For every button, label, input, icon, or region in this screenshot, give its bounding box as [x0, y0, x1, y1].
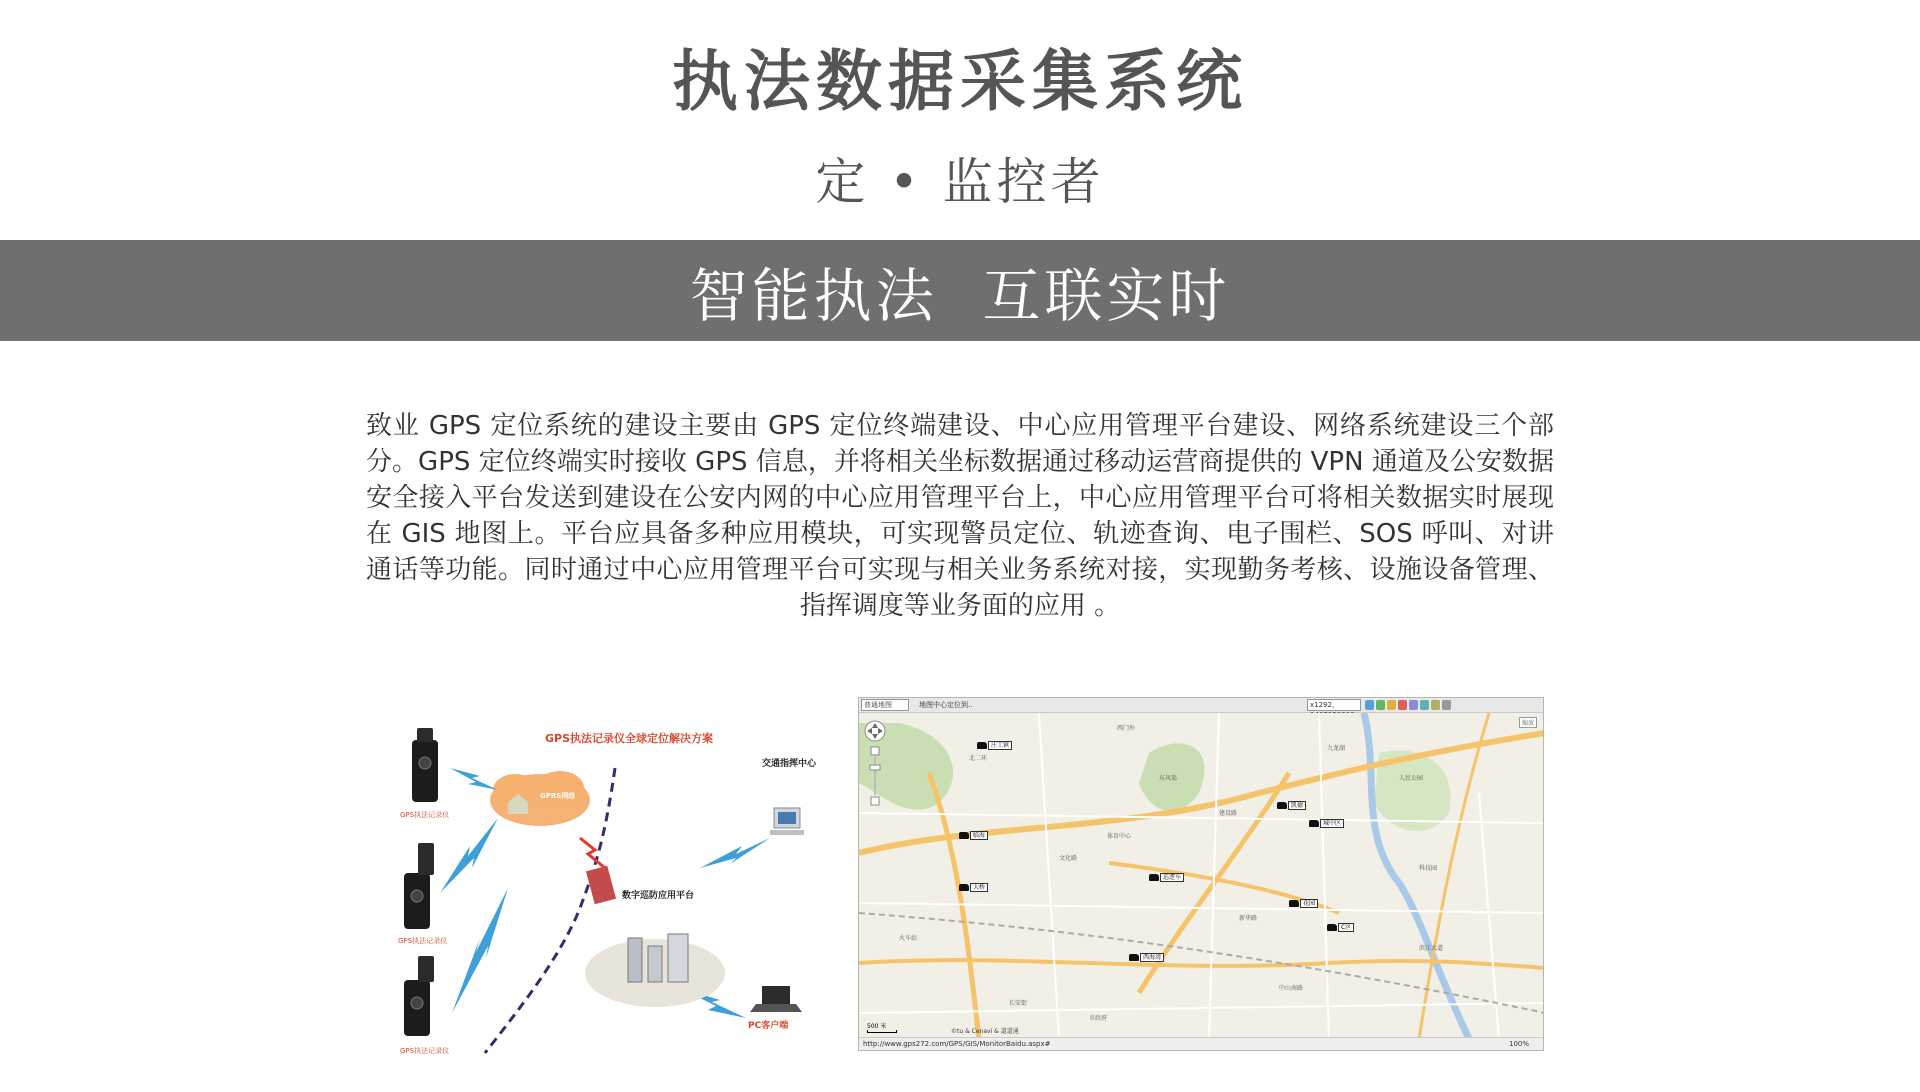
car-icon	[959, 884, 969, 891]
map-center-text[interactable]: 地图中心定位到..	[919, 701, 973, 709]
map-label: 长安街	[1009, 1000, 1028, 1007]
diagram-svg	[390, 718, 830, 1058]
map-label: 西门外	[1117, 725, 1136, 732]
print-icon[interactable]	[1409, 700, 1418, 710]
platform-icon	[585, 866, 725, 1007]
car-icon	[1129, 954, 1139, 961]
cloud-label: GPRS网络	[540, 792, 576, 800]
map-coordinate-field[interactable]: x1292，	[1307, 699, 1361, 711]
vehicle-marker[interactable]: 大桥	[959, 883, 988, 892]
map-roads	[859, 713, 1544, 1039]
map-label: 人民公园	[1399, 775, 1424, 782]
car-icon	[1277, 802, 1287, 809]
recorder-device-1	[400, 728, 449, 819]
recorder-device-2	[398, 843, 447, 945]
map-canvas[interactable]	[859, 713, 1543, 1039]
banner-text: 智能执法 互联实时	[689, 261, 1231, 330]
command-center-icon	[762, 757, 817, 835]
car-icon	[1309, 820, 1319, 827]
marker-icon[interactable]	[1398, 700, 1407, 710]
car-icon	[977, 742, 987, 749]
zoom-in-icon[interactable]	[1365, 700, 1374, 710]
browser-status-bar	[859, 1037, 1543, 1050]
map-label: 东风渠	[1159, 775, 1178, 782]
measure-icon[interactable]	[1387, 700, 1396, 710]
recorder-device-3	[400, 956, 449, 1055]
device-label: GPS执法记录仪	[400, 811, 450, 819]
intro-paragraph: 致业 GPS 定位系统的建设主要由 GPS 定位终端建设、中心应用管理平台建设、网络系统建设三个部分。GPS 定位终端实时接收 GPS 信息，并将相关坐标数据通过移动运营商提供的 VPN 通道及公安数据安全接入平台发送到建设在公安内网的中心应用管理平台上，中心应用管理平台可将相关数据实时展现在 GIS 地图上。平台应具备多种应用模块，可实现警员定位、轨迹查询、电子围栏、SOS 呼叫、对讲通话等功能。同时通过中心应用管理平台可实现与相关业务系统对接，实现勤务考核、设施设备管理、指挥调度等业务面的应用 。	[366, 411, 1554, 621]
vehicle-marker[interactable]: 凯德	[1277, 801, 1306, 810]
status-zoom[interactable]: 100%	[1508, 1040, 1529, 1048]
map-label: 市政府	[1089, 1015, 1108, 1022]
command-center-label: 交通指挥中心	[762, 759, 817, 769]
map-navigation-control[interactable]	[863, 719, 887, 809]
pan-icon[interactable]	[1376, 700, 1385, 710]
map-label: 文化路	[1059, 855, 1078, 862]
car-icon	[959, 832, 969, 839]
gprs-cloud-icon	[490, 771, 590, 826]
platform-label: 数字巡防应用平台	[622, 891, 695, 901]
pc-client-icon	[748, 986, 802, 1031]
map-label: 火车站	[899, 935, 918, 942]
map-label: 中山南路	[1279, 985, 1304, 992]
map-label: 科技园	[1419, 865, 1438, 872]
vehicle-marker[interactable]: 临海	[959, 831, 988, 840]
refresh-icon[interactable]	[1431, 700, 1440, 710]
device-label: GPS执法记录仪	[400, 1047, 450, 1055]
device-label: GPS执法记录仪	[398, 937, 448, 945]
map-label: 九龙湖	[1327, 745, 1346, 752]
map-label: 建设路	[1219, 810, 1238, 817]
map-label: 新华路	[1239, 915, 1258, 922]
map-toolbar	[859, 698, 1543, 713]
page-title: 执法数据采集系统	[672, 43, 1248, 120]
map-tool-buttons	[1365, 700, 1451, 710]
pc-client-label: PC客户端	[748, 1021, 789, 1031]
vehicle-marker[interactable]: 西海湾	[1129, 953, 1164, 962]
map-copyright: ©tu & Cenavi & 道道通	[951, 1028, 1019, 1035]
gis-map-window[interactable]	[858, 697, 1544, 1051]
vehicle-marker[interactable]: 花园	[1289, 899, 1318, 908]
vehicle-marker[interactable]: 巡逻车	[1149, 873, 1184, 882]
status-url: http://www.gps272.com/GPS/GIS/MonitorBaidu.aspx#	[863, 1040, 1051, 1048]
map-type-select[interactable]: 普通地图	[861, 699, 909, 711]
map-label: 滨江大道	[1419, 945, 1444, 952]
vehicle-marker[interactable]: 庄工镇	[977, 741, 1012, 750]
car-icon	[1289, 900, 1299, 907]
map-scale: 500 米	[867, 1021, 897, 1033]
car-icon	[1327, 924, 1337, 931]
settings-icon[interactable]	[1442, 700, 1451, 710]
vehicle-marker[interactable]: 城中区	[1309, 819, 1344, 828]
map-zoom-button[interactable]: 缩放	[1519, 717, 1537, 728]
layer-icon[interactable]	[1420, 700, 1429, 710]
diagram-title: GPS执法记录仪全球定位解决方案	[545, 732, 714, 745]
vehicle-marker[interactable]: C区	[1327, 923, 1354, 932]
map-label: 体育中心	[1107, 833, 1132, 840]
map-label: 北二环	[969, 755, 988, 762]
slogan-banner	[0, 240, 1920, 341]
page-subtitle: 定 • 监控者	[815, 153, 1105, 211]
solution-diagram	[390, 718, 830, 1058]
car-icon	[1149, 874, 1159, 881]
